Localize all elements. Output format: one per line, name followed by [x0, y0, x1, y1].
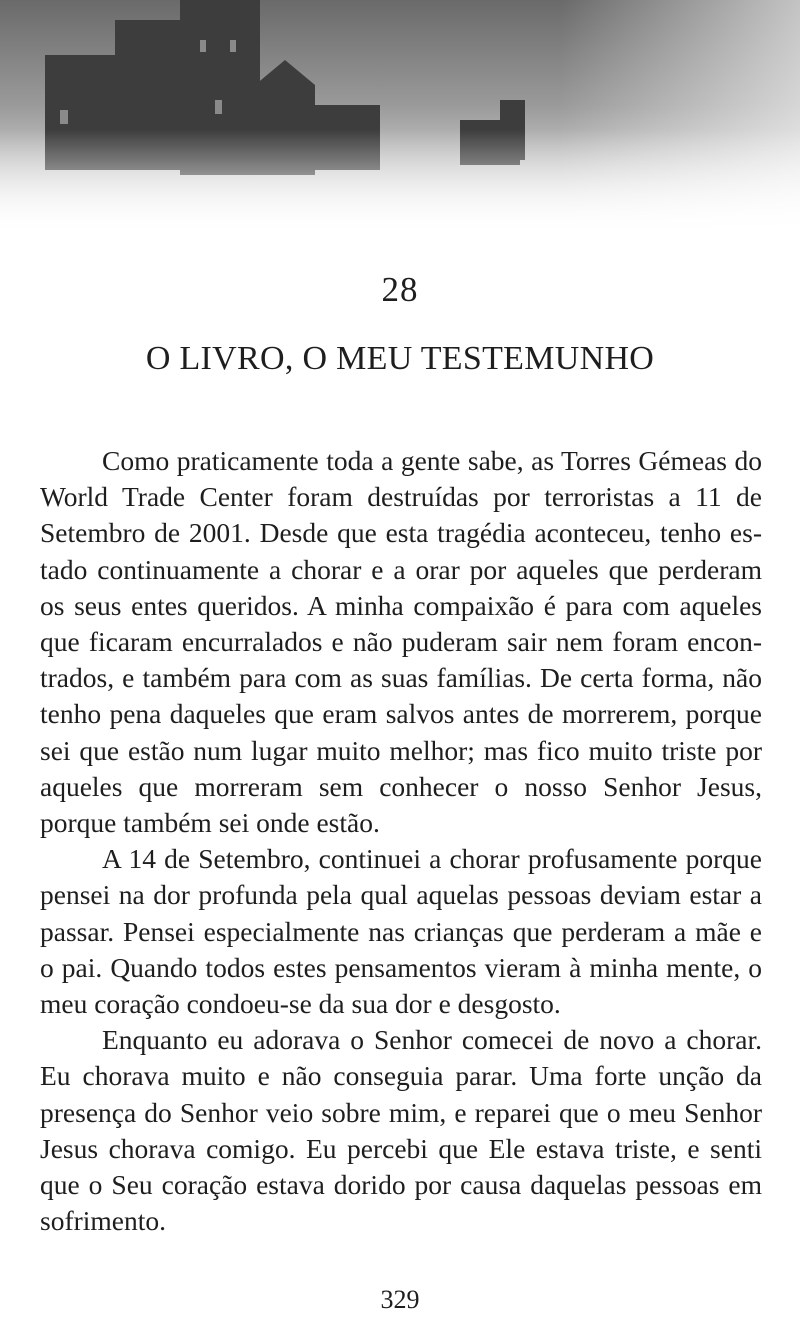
- paragraph: Como praticamente toda a gente sabe, as Torres Gémeas do World Trade Center foram destruídas por terroristas a 11 de Setembro de 2001. Desde que esta tragédia aconteceu, tenho estado continuamente a chorar e a orar por aqueles que perderam os seus entes queridos. A minha compaixão é para com aqueles que ficaram encurralados e não puderam sair nem foram encontrados, e também para com as suas famílias. De certa forma, não tenho pena daqueles que eram salvos antes de morrerem, porque sei que estão num lugar muito melhor; mas fico muito triste por aqueles que morreram sem conhecer o nosso Senhor Jesus, porque também sei onde estão.: [40, 445, 762, 839]
- body-text: [40, 443, 762, 1239]
- page-number: 329: [380, 1285, 420, 1314]
- chapter-number: 28: [381, 270, 419, 309]
- paragraph: A 14 de Setembro, continuei a chorar profusamente porque pensei na dor profunda pela qual aquelas pessoas deviam estar a passar. Pensei especialmente nas crianças que perderam a mãe e o pai. Quando todos estes pensamentos vieram à minha mente, o meu coração condoeu-se da sua dor e desgosto.: [40, 843, 762, 1020]
- castle-header-illustration: [0, 0, 800, 235]
- chapter-title: O LIVRO, O MEU TESTEMUNHO: [145, 340, 655, 377]
- paragraph: Enquanto eu adorava o Senhor comecei de novo a chorar. Eu chorava muito e não conseguia parar. Uma forte unção da presença do Senhor veio sobre mim, e reparei que o meu Senhor Jesus chorava comigo. Eu percebi que Ele estava triste, e senti que o Seu coração estava dorido por causa daquelas pessoas em sofrimento.: [40, 1024, 762, 1237]
